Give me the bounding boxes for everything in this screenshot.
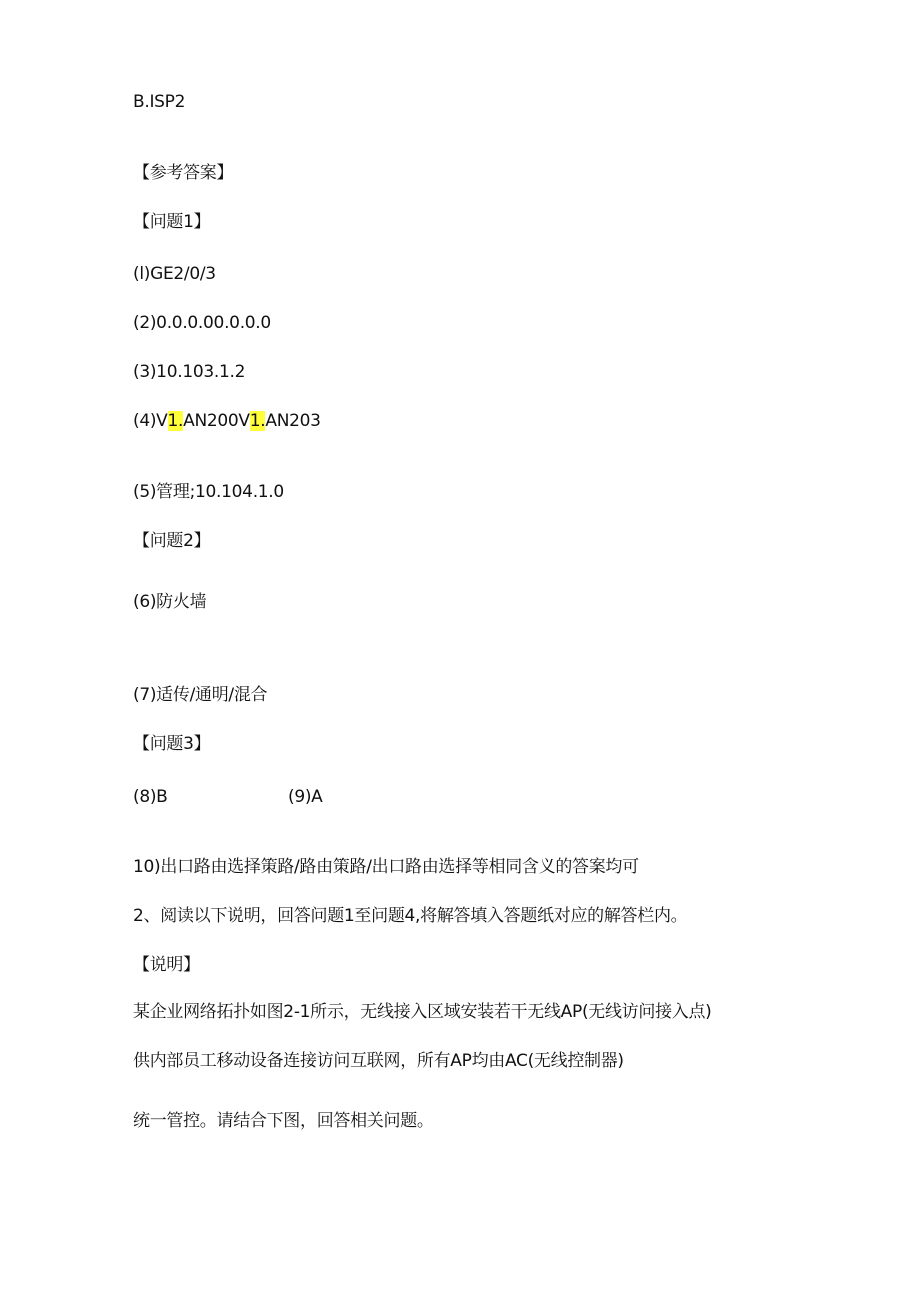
option-b-isp2: B.ISP2 xyxy=(133,92,186,112)
answer-6: (6)防火墙 xyxy=(133,592,207,612)
explanation-paragraph-1: 某企业网络拓扑如图2-1所示，无线接入区域安装若干无线AP(无线访问接入点) xyxy=(133,1002,712,1022)
answer-4-highlight-1: 1. xyxy=(167,411,184,431)
question-2-heading: 【问题2】 xyxy=(133,531,211,551)
answer-4-part-2: AN200V xyxy=(183,411,250,431)
answers-8-9-row xyxy=(133,786,533,808)
explanation-heading: 【说明】 xyxy=(133,955,200,975)
reference-answer-heading: 【参考答案】 xyxy=(133,163,234,183)
explanation-paragraph-3: 统一管控。请结合下图，回答相关问题。 xyxy=(133,1111,434,1131)
answer-4 xyxy=(133,410,321,432)
answer-7: (7)适传/通明/混合 xyxy=(133,685,268,705)
answer-3: (3)10.103.1.2 xyxy=(133,362,246,382)
answer-4-highlight-2: 1. xyxy=(249,411,266,431)
answer-2: (2)0.0.0.00.0.0.0 xyxy=(133,313,271,333)
question-2-intro: 2、阅读以下说明，回答问题1至问题4,将解答填入答题纸对应的解答栏内。 xyxy=(133,906,688,926)
answer-9: (9)A xyxy=(288,787,323,807)
question-3-heading: 【问题3】 xyxy=(133,734,211,754)
answer-5: (5)管理;10.104.1.0 xyxy=(133,482,284,502)
answer-8: (8)B xyxy=(133,787,168,807)
answer-4-part-3: AN203 xyxy=(265,411,321,431)
answer-10: 10)出口路由选择策路/路由策路/出口路由选择等相同含义的答案均可 xyxy=(133,857,639,877)
question-1-heading: 【问题1】 xyxy=(133,212,211,232)
answer-4-part-1: (4)V xyxy=(133,411,168,431)
explanation-paragraph-2: 供内部员工移动设备连接访问互联网，所有AP均由AC(无线控制器) xyxy=(133,1051,624,1071)
answer-1: (l)GE2/0/3 xyxy=(133,264,216,284)
